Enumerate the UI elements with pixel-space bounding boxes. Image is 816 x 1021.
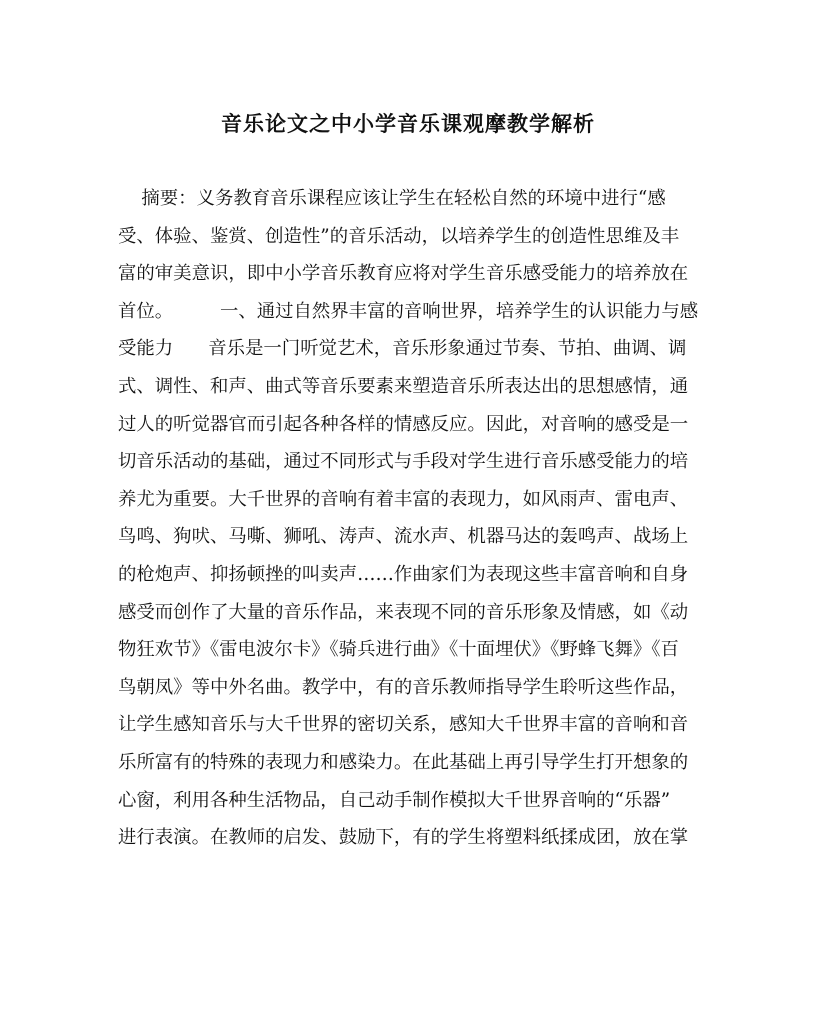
body-line: 感受而创作了大量的音乐作品，来表现不同的音乐形象及情感，如《动 [118, 601, 689, 623]
body-line: 过人的听觉器官而引起各种各样的情感反应。因此，对音响的感受是一 [118, 413, 689, 435]
body-line: 进行表演。在教师的启发、鼓励下，有的学生将塑料纸揉成团，放在掌 [118, 827, 689, 849]
body-line: 乐所富有的特殊的表现力和感染力。在此基础上再引导学生打开想象的 [118, 751, 689, 773]
document-body [118, 180, 698, 857]
body-line: 心窗，利用各种生活物品，自己动手制作模拟大千世界音响的“乐器” [118, 789, 671, 811]
body-line: 物狂欢节》《雷电波尔卡》《骑兵进行曲》《十面埋伏》《野蜂飞舞》《百 [118, 639, 679, 661]
body-line: 养尤为重要。大千世界的音响有着丰富的表现力，如风雨声、雷电声、 [118, 488, 689, 510]
body-line: 鸟鸣、狗吠、马嘶、狮吼、涛声、流水声、机器马达的轰鸣声、战场上 [118, 526, 689, 548]
body-line: 让学生感知音乐与大千世界的密切关系，感知大千世界丰富的音响和音 [118, 714, 689, 736]
body-line: 式、调性、和声、曲式等音乐要素来塑造音乐所表达出的思想感情，通 [118, 375, 689, 397]
body-line: 鸟朝凤》等中外名曲。教学中，有的音乐教师指导学生聆听这些作品， [118, 676, 689, 698]
body-line: 的枪炮声、抑扬顿挫的叫卖声……作曲家们为表现这些丰富音响和自身 [118, 563, 689, 585]
body-line: 富的审美意识，即中小学音乐教育应将对学生音乐感受能力的培养放在 [118, 263, 689, 285]
body-line: 首位。 一、通过自然界丰富的音响世界，培养学生的认识能力与感 [118, 300, 698, 322]
body-line: 受能力 音乐是一门听觉艺术，音乐形象通过节奏、节拍、曲调、调 [118, 338, 687, 360]
body-line: 切音乐活动的基础，通过不同形式与手段对学生进行音乐感受能力的培 [118, 451, 689, 473]
document-title: 音乐论文之中小学音乐课观摩教学解析 [221, 111, 595, 136]
body-line: 受、体验、鉴赏、创造性”的音乐活动，以培养学生的创造性思维及丰 [118, 225, 680, 247]
body-line: 摘要：义务教育音乐课程应该让学生在轻松自然的环境中进行“感 [118, 188, 666, 209]
